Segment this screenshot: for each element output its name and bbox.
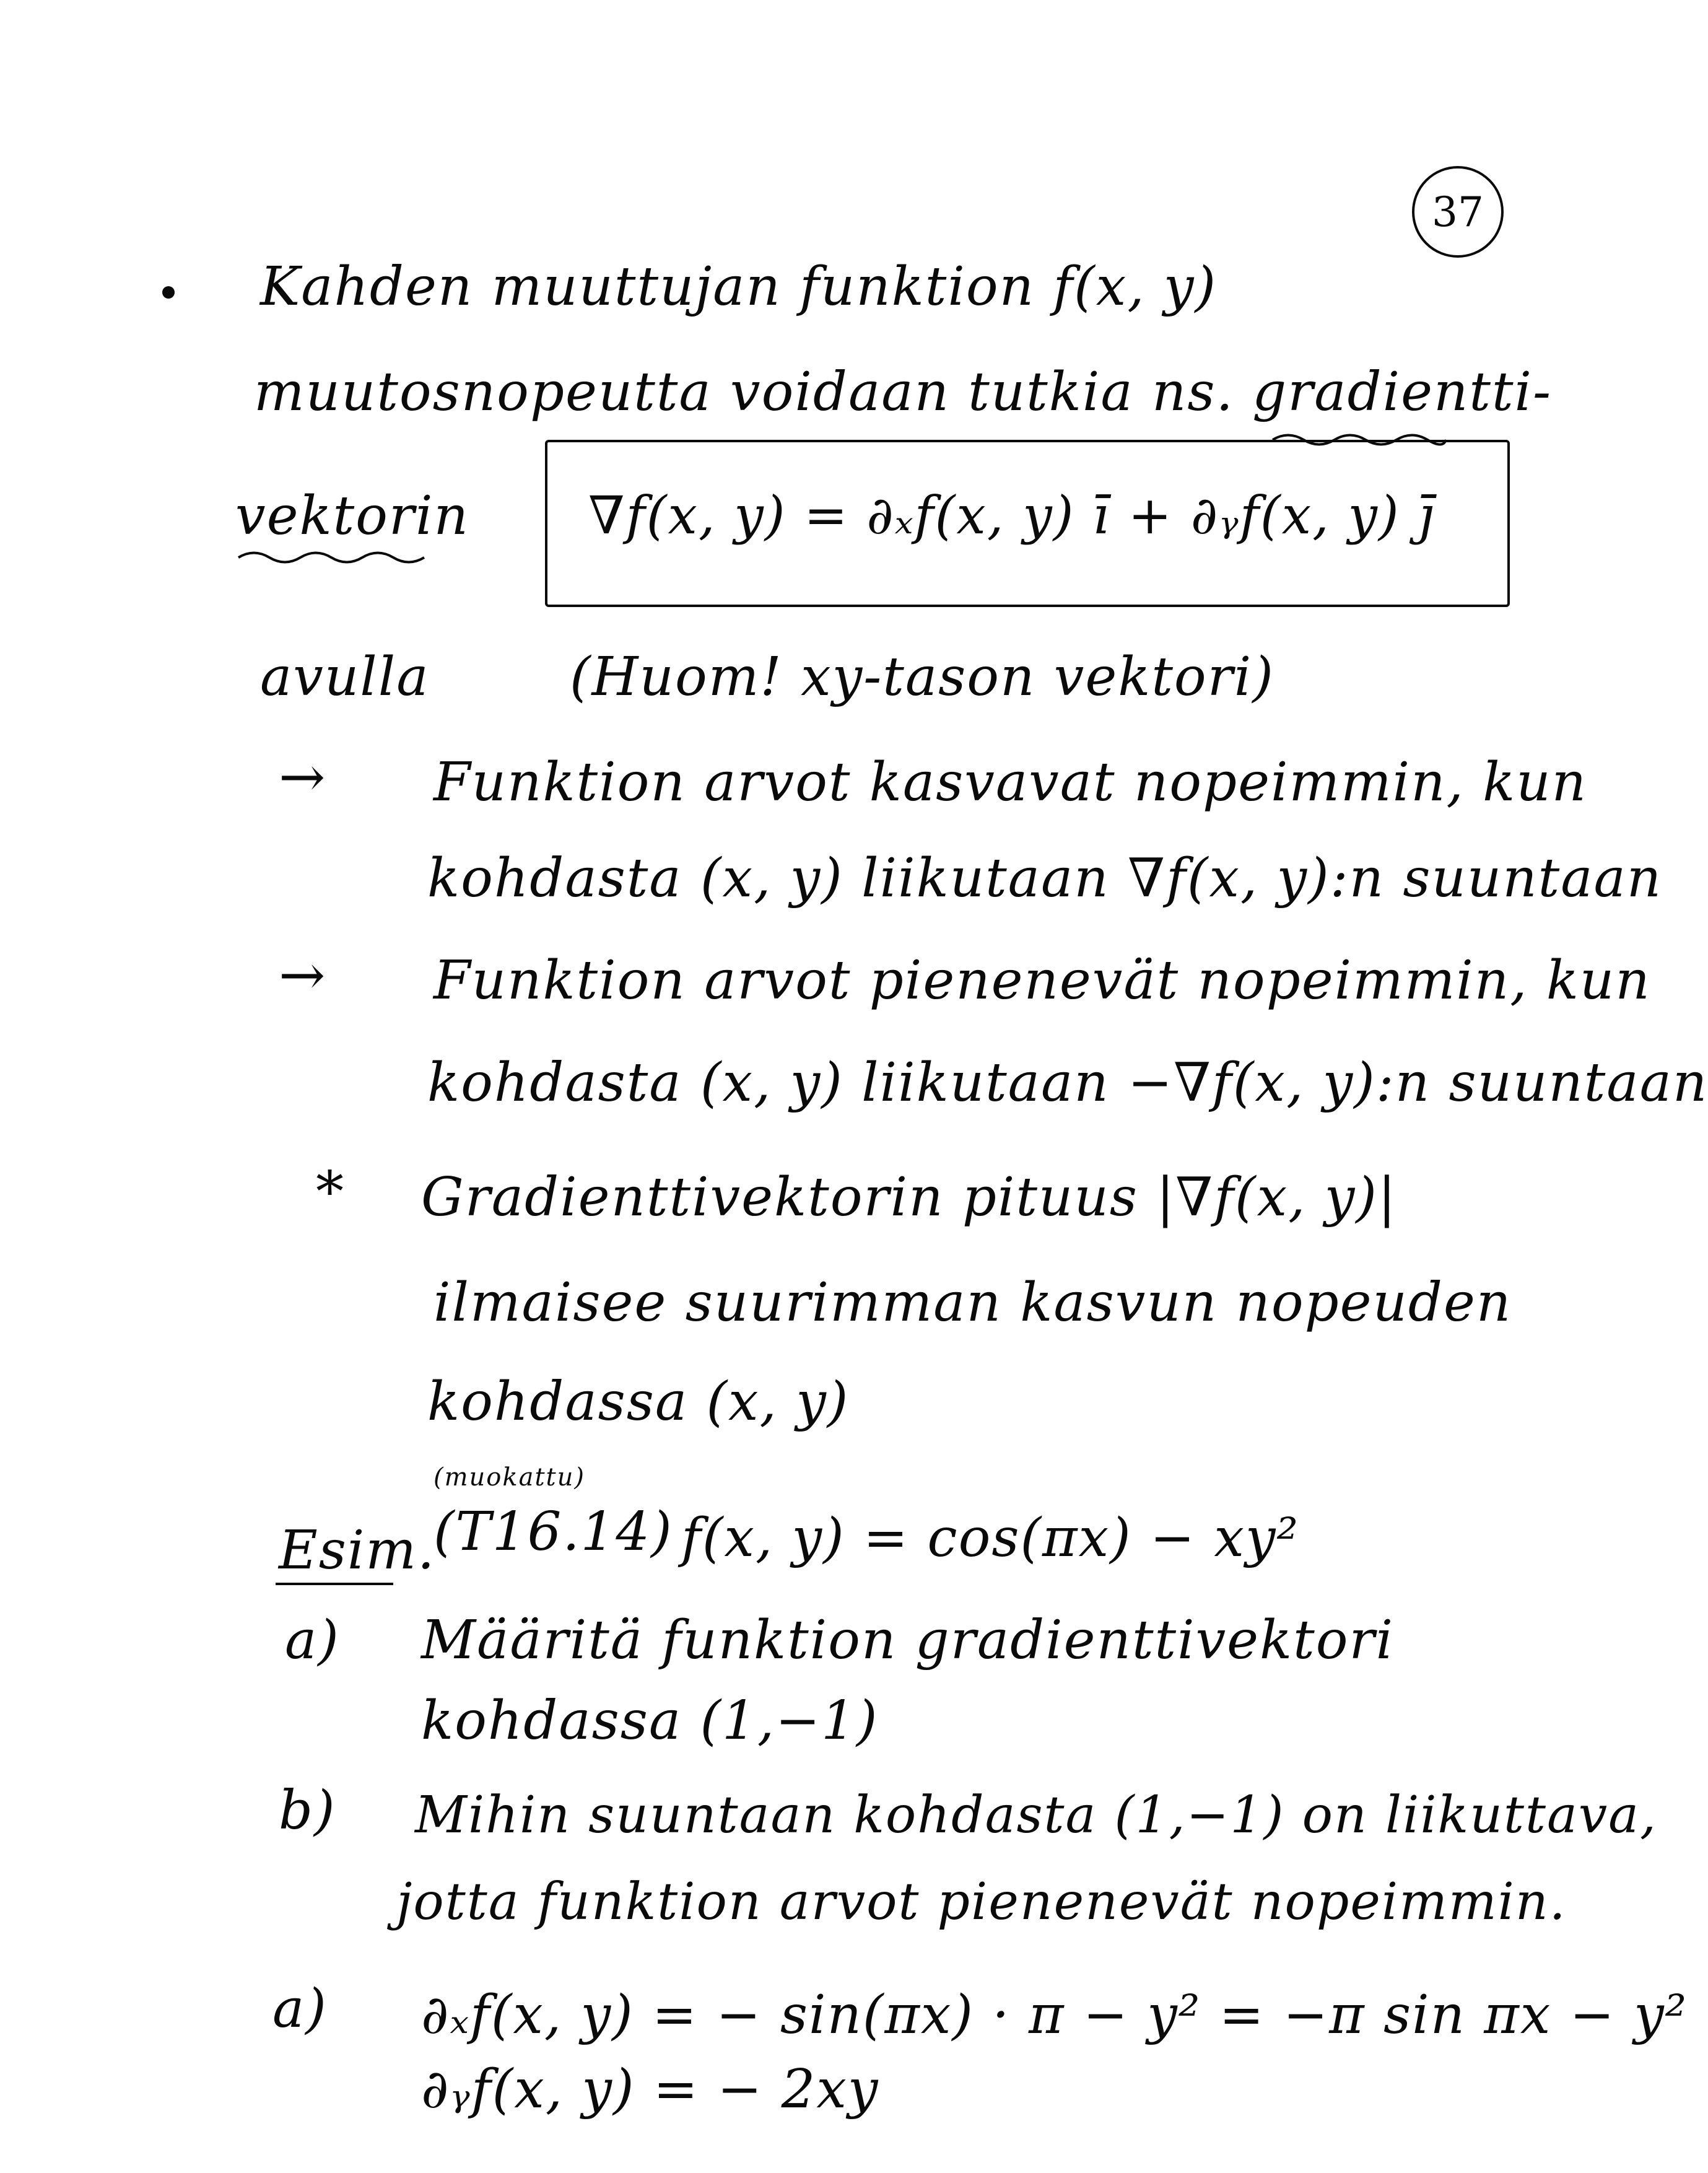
point-1-line-1: Funktion arvot kasvavat nopeimmin, kun	[434, 751, 1588, 813]
part-a-line-2: kohdassa (1,−1)	[421, 1690, 879, 1752]
arrow-marker-2: →	[279, 943, 326, 1008]
star-note-line-1: Gradienttivektorin pituus |∇f(x, y)|	[421, 1166, 1397, 1228]
part-b-line-2: jotta funktion arvot pienenevät nopeimmin.	[396, 1873, 1567, 1931]
part-b-label: b)	[279, 1780, 336, 1842]
example-label-underline	[276, 1583, 393, 1585]
solution-line-1: ∂ₓf(x, y) = − sin(πx) · π − y² = −π sin πx − y²	[421, 1984, 1688, 2046]
point-2-line-2: kohdasta (x, y) liikutaan −∇f(x, y):n suuntaan	[427, 1052, 1708, 1114]
page-number-circle	[1412, 166, 1504, 258]
point-1-line-2: kohdasta (x, y) liikutaan ∇f(x, y):n suuntaan	[427, 847, 1663, 909]
example-reference: (T16.14)	[434, 1501, 673, 1563]
part-b-line-1: Mihin suuntaan kohdasta (1,−1) on liikuttava,	[415, 1786, 1658, 1845]
example-label: Esim.	[279, 1519, 436, 1581]
solution-line-2: ∂ᵧf(x, y) = − 2xy	[421, 2058, 879, 2120]
page-number: 37	[1432, 188, 1484, 236]
intro-line-1: Kahden muuttujan funktion f(x, y)	[260, 256, 1218, 318]
intro-word-vektorin: vektorin	[235, 485, 469, 547]
example-small-note: (muokattu)	[434, 1463, 585, 1492]
part-a-line-1: Määritä funktion gradienttivektori	[421, 1609, 1395, 1671]
intro-note: (Huom! xy-tason vektori)	[570, 646, 1274, 708]
gradient-formula: ∇f(x, y) = ∂ₓf(x, y) ī + ∂ᵧf(x, y) j̄	[588, 485, 1436, 546]
star-note-line-3: kohdassa (x, y)	[427, 1371, 850, 1433]
bullet-dot	[162, 286, 175, 299]
solution-a-label: a)	[272, 1978, 328, 2040]
star-note-line-2: ilmaisee suurimman kasvun nopeuden	[434, 1272, 1512, 1334]
example-function: f(x, y) = cos(πx) − xy²	[681, 1507, 1299, 1569]
arrow-marker-1: →	[279, 745, 326, 810]
point-2-line-1: Funktion arvot pienenevät nopeimmin, kun	[434, 950, 1651, 1012]
intro-line-2: muutosnopeutta voidaan tutkia ns. gradientti-	[254, 361, 1553, 423]
star-marker: *	[316, 1160, 344, 1225]
intro-avulla: avulla	[260, 646, 430, 708]
part-a-label: a)	[285, 1609, 340, 1671]
vektorin-wavy-underline	[235, 545, 434, 570]
